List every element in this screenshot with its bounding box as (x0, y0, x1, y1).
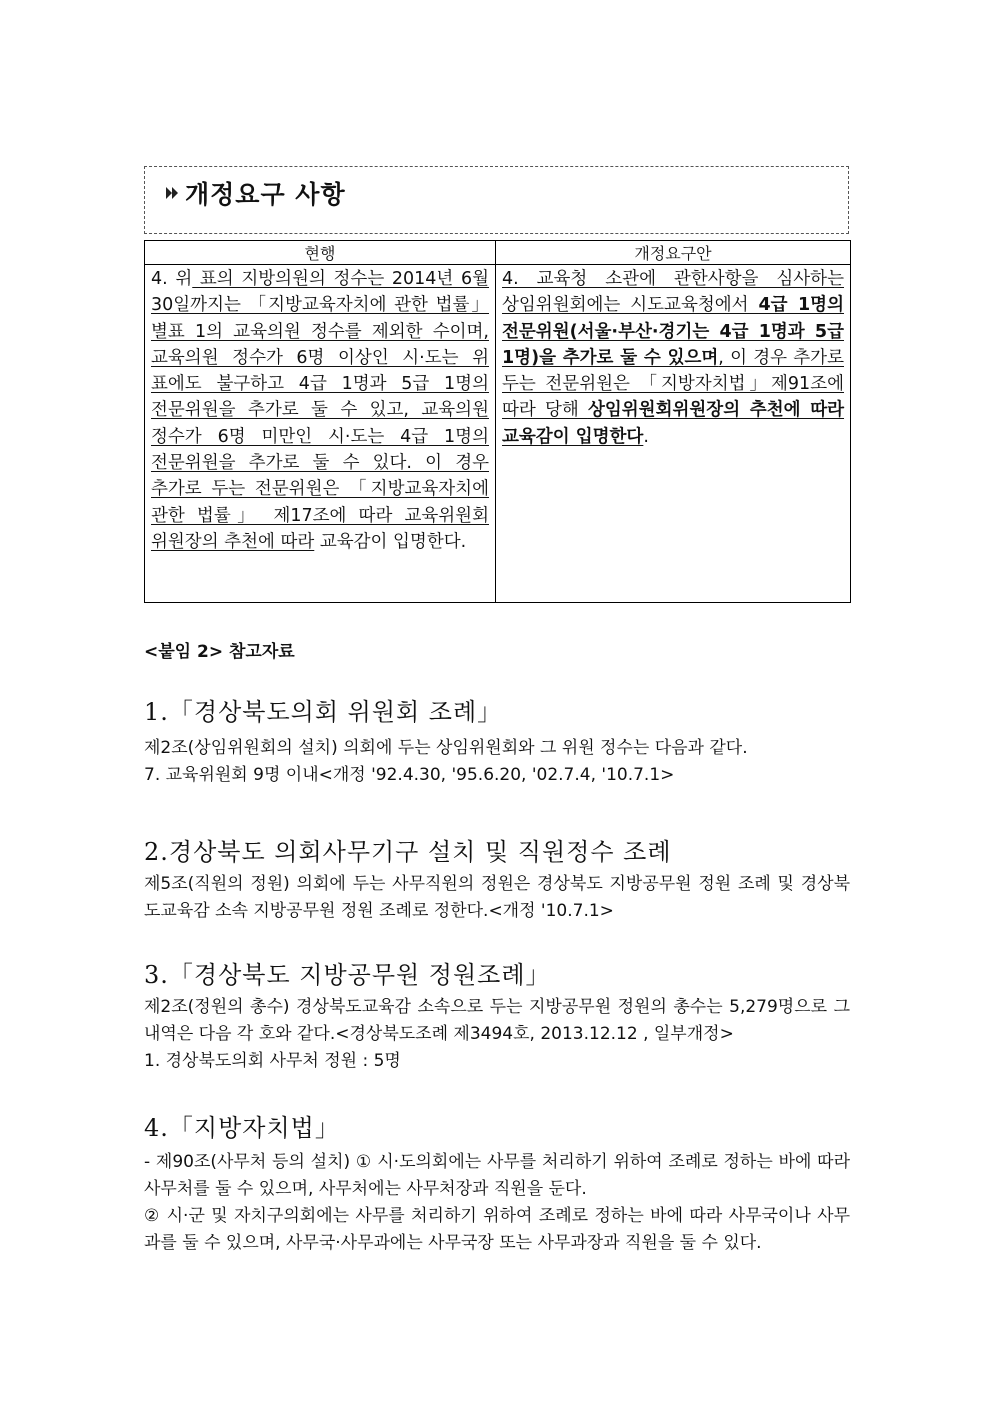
section-heading-2: 2.경상북도 의회사무기구 설치 및 직원정수 조례 (144, 838, 672, 866)
section-4-line-1: - 제90조(사무처 등의 설치) ① 시·도의회에는 사무를 처리하기 위하여 조례로 정하는 바에 따라 사무처를 둘 수 있으며, 사무처에는 사무처장과 직원을 둔다. (144, 1152, 850, 1199)
amendment-request-box (144, 166, 849, 234)
section-body-4 (144, 1149, 850, 1257)
column-header-current: 현행 (145, 241, 496, 265)
section-1-line-1: 제2조(상임위원회의 설치) 의회에 두는 상임위원회와 그 위원 정수는 다음과 같다. (144, 738, 748, 758)
comparison-table (144, 240, 851, 603)
proposed-text-lead: 4. 교육청 소관에 관한사항을 심사하는 상임위원회에는 시도교육청에서 (502, 269, 844, 316)
amendment-request-title: 개정요구 사항 (185, 180, 346, 209)
current-text-cell (145, 265, 496, 603)
section-3-line-1: 제2조(정원의 총수) 경상북도교육감 소속으로 두는 지방공무원 정원의 총수는 5,279명으로 그 내역은 다음 각 호와 같다.<경상북도조례 제3494호, 2013.12.12 , 일부개정> (144, 997, 850, 1044)
section-3-line-2: 1. 경상북도의회 사무처 정원 : 5명 (144, 1051, 401, 1071)
proposed-text-middle: , 이 경우 추가로 두는 전문위원은 「지방자치법」제91조에 따라 당해 (502, 347, 844, 421)
proposed-text-cell (496, 265, 851, 603)
section-1-line-2: 7. 교육위원회 9명 이내<개정 '92.4.30, '95.6.20, '02.7.4, '10.7.1> (144, 765, 675, 785)
proposed-text-bold-2: 상임위원회위원장의 추천에 따라 교육감이 입명한다 (502, 400, 845, 447)
section-body-3 (144, 994, 850, 1075)
section-2-line-1: 제5조(직원의 정원) 의회에 두는 사무직원의 정원은 경상북도 지방공무원 정원 조례 및 경상북도교육감 소속 지방공무원 정원 조례로 정한다.<개정 '10.7.1> (144, 874, 850, 921)
proposed-text-bold-1: 4급 1명의 전문위원(서울·부산·경기는 4급 1명과 5급 1명)을 추가로 둘 수 있으며 (502, 295, 844, 368)
current-text-underlined: 표의 지방의원의 정수는 2014년 6월 30일까지는 「지방교육자치에 관한 법률」 별표 1의 교육의원 정수를 제외한 수이며, 교육의원 정수가 6명 이상인 시·도는 위 표에도 불구하고 4급 1명과 5급 1명의 전문위원을 추가로 둘 수 있고, 교육의원 정수가 6명 미만인 시·도는 4급 1명의 전문위원을 추가로 둘 수 있다. 이 경우 추가로 두는 전문위원은 「지방교육자치에 관한 법률」 제17조에 따라 교육위원회 위원장의 추천에 따라 (151, 269, 489, 552)
double-arrow-icon (165, 185, 181, 201)
current-text-lead: 4. 위 (151, 269, 193, 289)
current-text-tail: 교육감이 입명한다. (314, 531, 467, 552)
section-body-2 (144, 871, 850, 925)
section-heading-3: 3.「경상북도 지방공무원 정원조례」 (144, 961, 551, 989)
attachment-label: <붙임 2> 참고자료 (144, 642, 295, 662)
proposed-text-end: . (643, 426, 649, 447)
section-4-line-2: ② 시·군 및 자치구의회에는 사무를 처리하기 위하여 조례로 정하는 바에 따라 사무국이나 사무과를 둘 수 있으며, 사무국·사무과에는 사무국장 또는 사무과장과 직원을 둘 수 있다. (144, 1206, 850, 1253)
section-heading-1: 1.「경상북도의회 위원회 조례」 (144, 698, 503, 726)
amendment-request-heading (165, 175, 346, 211)
section-body-1 (144, 735, 850, 789)
column-header-proposed: 개정요구안 (496, 241, 851, 265)
section-heading-4: 4.「지방자치법」 (144, 1114, 340, 1142)
